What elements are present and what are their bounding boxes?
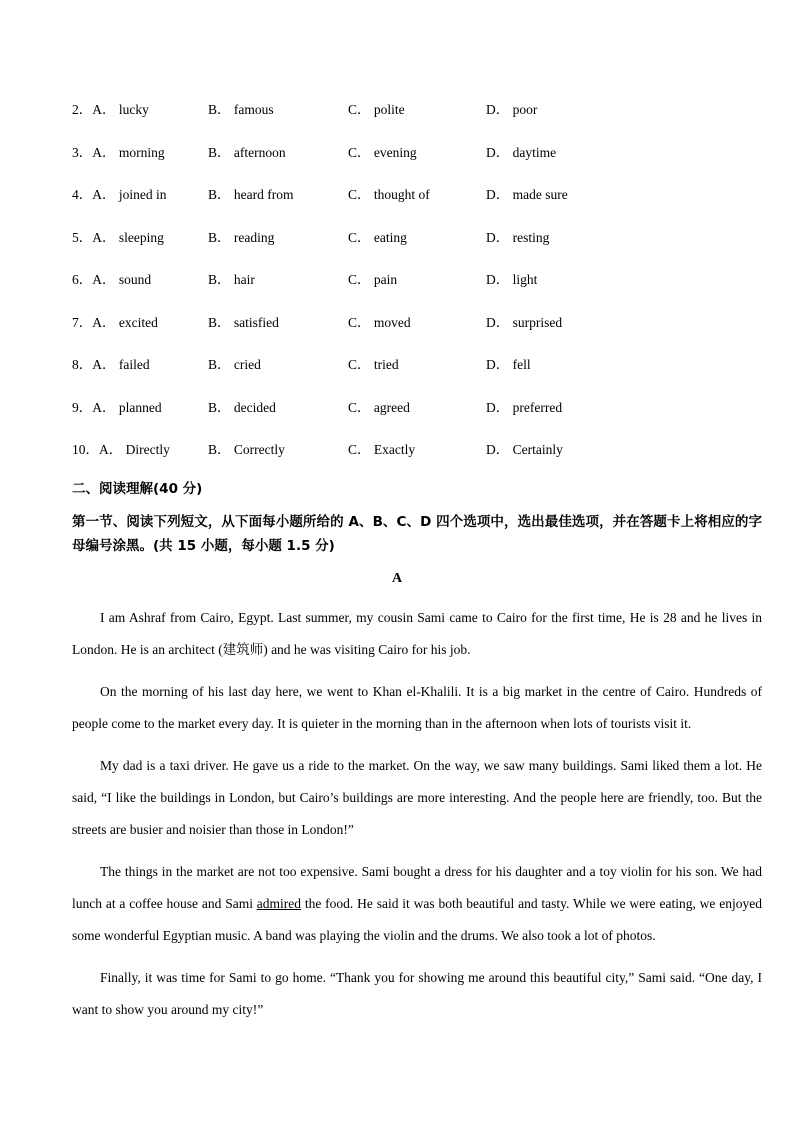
option-a-text: A． planned (92, 399, 162, 415)
question-row (72, 355, 732, 398)
question-number: 7． (72, 314, 93, 330)
question-number: 5． (72, 229, 93, 245)
option-a (72, 355, 150, 375)
section-instruction: 第一节、阅读下列短文，从下面每小题所给的 A、B、C、D 四个选项中，选出最佳选项，并在答题卡上将相应的字母编号涂黑。(共 15 小题，每小题 1.5 分) (72, 514, 762, 554)
question-row (72, 270, 732, 313)
option-a (72, 185, 167, 205)
option-d: D． daytime (486, 144, 557, 160)
option-d: D． surprised (486, 314, 563, 330)
option-a-text: A． Directly (99, 442, 170, 457)
question-number: 3． (72, 144, 93, 160)
option-d: D． poor (486, 102, 538, 117)
option-c: C． tried (348, 357, 399, 372)
option-a-text: A． joined in (92, 187, 167, 202)
option-b: B． reading (208, 229, 275, 245)
question-row (72, 313, 732, 356)
passage-title: A (391, 571, 403, 586)
option-b: B． Correctly (208, 442, 285, 457)
option-c: C． Exactly (348, 442, 416, 457)
passage-paragraph-5: Finally, it was time for Sami to go home. “Thank you for showing me around this beautiful city,” Sami said. “One day, I want to show you around my city!” (72, 970, 762, 1017)
option-a (72, 143, 165, 163)
option-a-text: A． lucky (92, 102, 149, 117)
passage-paragraph-4 (72, 856, 762, 952)
option-b: B． satisfied (208, 314, 279, 330)
question-number: 10． (72, 442, 99, 457)
question-row (72, 185, 732, 228)
question-row (72, 440, 732, 483)
option-a-text: A． morning (92, 144, 165, 160)
underlined-word: admired (256, 896, 302, 911)
question-row (72, 228, 732, 271)
option-b: B． famous (208, 102, 274, 117)
question-row (72, 143, 732, 186)
question-row (72, 398, 732, 441)
option-b: B． hair (208, 272, 255, 287)
option-c: C． polite (348, 102, 405, 117)
option-d: D． resting (486, 229, 550, 245)
multiple-choice-options (72, 100, 732, 483)
option-b: B． afternoon (208, 144, 286, 160)
option-c: C． pain (348, 272, 398, 287)
option-d: D． made sure (486, 187, 568, 202)
option-b: B． decided (208, 399, 276, 415)
question-number: 6． (72, 272, 93, 287)
option-c: C． thought of (348, 187, 430, 202)
question-number: 9． (72, 399, 93, 415)
option-c: C． evening (348, 144, 417, 160)
paragraph-4-text-after: the food. He said it was both beautiful and tasty. While we were eating, we enjoyed some wonderful Egyptian music. A band was playing the violin and the drums. We also took a lot of photos. (72, 896, 762, 943)
option-a-text: A． excited (92, 314, 158, 330)
option-c: C． eating (348, 229, 407, 245)
option-a-text: A． sound (92, 272, 152, 287)
passage-paragraph-1: I am Ashraf from Cairo, Egypt. Last summer, my cousin Sami came to Cairo for the first time, He is 28 and he lives in London. He is an architect (建筑师) and he was visiting Cairo for his job. (72, 610, 762, 657)
option-b: B． heard from (208, 187, 294, 202)
question-number: 2． (72, 102, 93, 117)
option-a (72, 270, 151, 290)
reading-passage (72, 602, 762, 1036)
option-d: D． light (486, 272, 538, 287)
option-d: D． fell (486, 357, 531, 372)
option-a (72, 228, 164, 248)
option-c: C． agreed (348, 399, 410, 415)
section-heading: 二、阅读理解(40 分) (72, 481, 203, 497)
option-a (72, 313, 158, 333)
option-d: D． Certainly (486, 442, 563, 457)
option-a (72, 440, 170, 460)
option-a (72, 398, 162, 418)
option-d: D． preferred (486, 399, 563, 415)
paragraph-4-text-before: The things in the market are not too expensive. Sami bought a dress for his daughter and a toy violin for his son. We had lunch at a coffee house and Sami (72, 864, 762, 911)
option-a-text: A． failed (92, 357, 150, 372)
question-row (72, 100, 732, 143)
question-number: 8． (72, 357, 93, 372)
option-a (72, 100, 149, 120)
option-a-text: A． sleeping (92, 229, 164, 245)
option-c: C． moved (348, 314, 411, 330)
question-number: 4． (72, 187, 93, 202)
passage-paragraph-2: On the morning of his last day here, we went to Khan el-Khalili. It is a big market in the centre of Cairo. Hundreds of people come to the market every day. It is quieter in the morning than in the afternoon when lots of tourists visit it. (72, 684, 762, 731)
option-b: B． cried (208, 357, 261, 372)
passage-paragraph-3: My dad is a taxi driver. He gave us a ride to the market. On the way, we saw many buildings. Sami liked them a lot. He said, “I like the buildings in London, but Cairo’s buildings are more interesting. And the people here are friendly, too. But the streets are busier and noisier than those in London!” (72, 758, 762, 837)
